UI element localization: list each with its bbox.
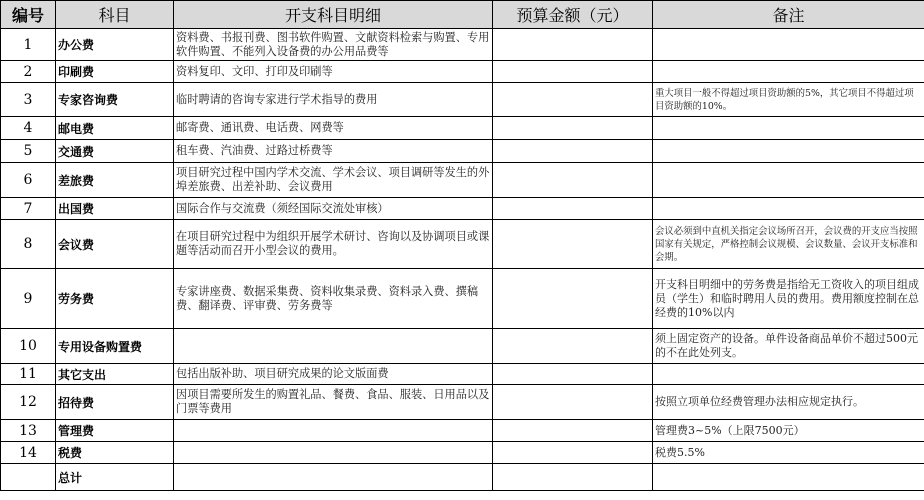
- row-note: 重大项目一般不得超过项目资助额的5%，其它项目不得超过项目资助额的10%。: [653, 83, 924, 117]
- row-note: [653, 117, 924, 140]
- row-subject: 税费: [56, 442, 174, 464]
- table-row: [1, 442, 924, 464]
- row-note: 会议必须到中直机关指定会议场所召开，会议费的开支应当按照国家有关规定，严格控制会议规模、会议数量、会议开支标准和会期。: [653, 220, 924, 269]
- table-row: [1, 420, 924, 442]
- row-number: 13: [1, 420, 56, 442]
- row-subject: 差旅费: [56, 163, 174, 198]
- table-row: [1, 220, 924, 269]
- header-subject: 科目: [56, 1, 174, 29]
- table-row: [1, 198, 924, 220]
- row-subject: 招待费: [56, 385, 174, 420]
- budget-cell[interactable]: [493, 198, 653, 220]
- row-note: [653, 198, 924, 220]
- row-note: [653, 464, 924, 491]
- row-number: [1, 464, 56, 491]
- row-number: 1: [1, 29, 56, 61]
- row-detail: 临时聘请的咨询专家进行学术指导的费用: [174, 83, 493, 117]
- row-note: 管理费3~5%（上限7500元）: [653, 420, 924, 442]
- row-number: 12: [1, 385, 56, 420]
- budget-cell[interactable]: [493, 220, 653, 269]
- row-detail: 包括出版补助、项目研究成果的论文版面费: [174, 364, 493, 385]
- row-number: 3: [1, 83, 56, 117]
- row-subject: 管理费: [56, 420, 174, 442]
- header-budget: 预算金额（元）: [493, 1, 653, 29]
- row-subject: 办公费: [56, 29, 174, 61]
- budget-cell[interactable]: [493, 364, 653, 385]
- row-note: 按照立项单位经费管理办法相应规定执行。: [653, 385, 924, 420]
- header-row: [1, 1, 924, 29]
- row-subject: 专家咨询费: [56, 83, 174, 117]
- row-subject: 邮电费: [56, 117, 174, 140]
- row-number: 6: [1, 163, 56, 198]
- budget-cell[interactable]: [493, 329, 653, 364]
- row-number: 5: [1, 140, 56, 163]
- row-subject: 出国费: [56, 198, 174, 220]
- budget-cell[interactable]: [493, 442, 653, 464]
- row-detail: 项目研究过程中国内学术交流、学术会议、项目调研等发生的外埠差旅费、出差补助、会议费用: [174, 163, 493, 198]
- row-note: [653, 364, 924, 385]
- table-row: [1, 364, 924, 385]
- row-subject: 总计: [56, 464, 174, 491]
- header-number: 编号: [1, 1, 56, 29]
- row-number: 7: [1, 198, 56, 220]
- row-detail: 专家讲座费、数据采集费、资料收集录费、资料录入费、撰稿费、翻译费、评审费、劳务费等: [174, 269, 493, 329]
- table-row: [1, 329, 924, 364]
- table-row: [1, 117, 924, 140]
- table-row: [1, 29, 924, 61]
- row-detail: 资料费、书报刊费、图书软件购置、文献资料检索与购置、专用软件购置、不能列入设备费的办公用品费等: [174, 29, 493, 61]
- budget-cell[interactable]: [493, 61, 653, 83]
- table-row: [1, 385, 924, 420]
- row-detail: 资料复印、文印、打印及印刷等: [174, 61, 493, 83]
- table-row: [1, 163, 924, 198]
- row-number: 9: [1, 269, 56, 329]
- row-note: 税费5.5%: [653, 442, 924, 464]
- row-note: [653, 140, 924, 163]
- budget-cell[interactable]: [493, 117, 653, 140]
- row-note: 须上固定资产的设备。单件设备商品单价不超过500元的不在此处列支。: [653, 329, 924, 364]
- budget-cell[interactable]: [493, 83, 653, 117]
- row-detail: 邮寄费、通讯费、电话费、网费等: [174, 117, 493, 140]
- row-number: 4: [1, 117, 56, 140]
- header-detail: 开支科目明细: [174, 1, 493, 29]
- row-number: 10: [1, 329, 56, 364]
- header-note: 备注: [653, 1, 924, 29]
- table-row: [1, 464, 924, 491]
- row-subject: 会议费: [56, 220, 174, 269]
- row-note: [653, 29, 924, 61]
- row-detail: 在项目研究过程中为组织开展学术研讨、咨询以及协调项目或课题等活动而召开小型会议的费用。: [174, 220, 493, 269]
- row-subject: 交通费: [56, 140, 174, 163]
- row-number: 14: [1, 442, 56, 464]
- row-subject: 其它支出: [56, 364, 174, 385]
- row-subject: 专用设备购置费: [56, 329, 174, 364]
- budget-cell[interactable]: [493, 140, 653, 163]
- budget-cell[interactable]: [493, 269, 653, 329]
- row-number: 11: [1, 364, 56, 385]
- row-number: 8: [1, 220, 56, 269]
- row-note: [653, 163, 924, 198]
- budget-cell[interactable]: [493, 464, 653, 491]
- table-row: [1, 140, 924, 163]
- budget-cell[interactable]: [493, 29, 653, 61]
- row-detail: [174, 420, 493, 442]
- row-note: 开支科目明细中的劳务费是指给无工资收入的项目组成员（学生）和临时聘用人员的费用。费用额度控制在总经费的10%以内: [653, 269, 924, 329]
- budget-cell[interactable]: [493, 420, 653, 442]
- row-number: 2: [1, 61, 56, 83]
- row-detail: 租车费、汽油费、过路过桥费等: [174, 140, 493, 163]
- table-row: [1, 269, 924, 329]
- row-subject: 印刷费: [56, 61, 174, 83]
- budget-cell[interactable]: [493, 385, 653, 420]
- row-subject: 劳务费: [56, 269, 174, 329]
- row-detail: [174, 442, 493, 464]
- row-detail: 因项目需要所发生的购置礼品、餐费、食品、服装、日用品以及门票等费用: [174, 385, 493, 420]
- row-detail: 国际合作与交流费（须经国际交流处审核）: [174, 198, 493, 220]
- row-detail: [174, 464, 493, 491]
- row-note: [653, 61, 924, 83]
- row-detail: [174, 329, 493, 364]
- budget-cell[interactable]: [493, 163, 653, 198]
- table-row: [1, 61, 924, 83]
- table-row: [1, 83, 924, 117]
